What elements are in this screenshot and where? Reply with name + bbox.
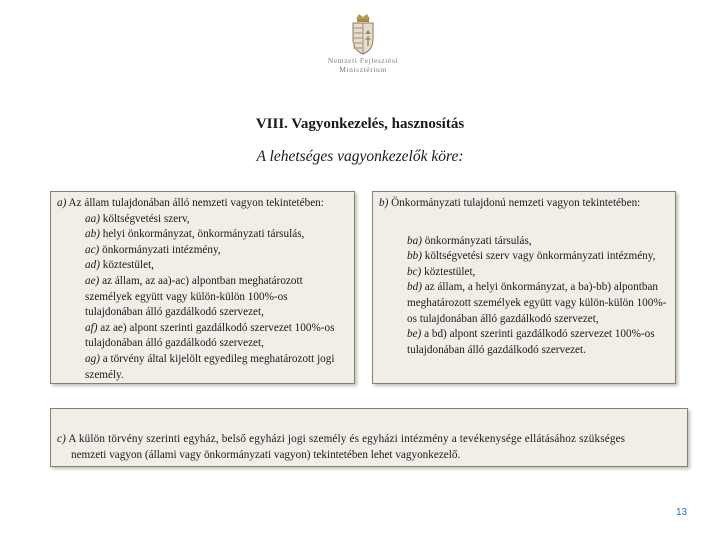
list-item-text: a törvény által kijelölt egyedileg meghatározott jogi személy. — [85, 352, 335, 381]
list-item-text: az állam, az aa)-ac) alpontban meghatározott személyek együtt vagy külön-külön 100%-os tulajdonában álló gazdálkodó szervezet, — [85, 274, 303, 319]
list-item-label: ba) — [407, 234, 422, 247]
list-item-label: bb) — [407, 250, 422, 263]
list-item-label: ad) — [85, 259, 100, 272]
list-item — [379, 249, 669, 265]
box-b-header-text: Önkormányzati tulajdonú nemzeti vagyon tekintetében: — [391, 197, 641, 209]
list-item — [379, 327, 669, 358]
box-b-prefix: b) — [379, 197, 389, 209]
list-item — [57, 227, 348, 243]
box-state-property — [50, 191, 355, 384]
logo-text-line2: Minisztérium — [339, 65, 387, 74]
list-item-text: költségvetési szerv vagy önkormányzati intézmény, — [424, 250, 656, 263]
list-item — [379, 265, 669, 281]
list-item-label: aa) — [85, 212, 100, 225]
list-item — [57, 243, 348, 259]
list-item-text: önkormányzati intézmény, — [102, 243, 221, 256]
box-c-line1: A külön törvény szerinti egyház, belső egyházi jogi személy és egyházi intézmény a tevékenysége ellátásához szükséges — [68, 433, 626, 445]
box-c-line2: nemzeti vagyon (állami vagy önkormányzati vagyon) tekintetében lehet vagyonkezelő. — [71, 448, 461, 461]
coat-of-arms-icon — [350, 12, 376, 56]
logo-text-line1: Nemzeti Fejlesztési — [327, 56, 399, 65]
list-item — [57, 258, 348, 274]
box-church-property — [50, 408, 688, 467]
list-item-label: af) — [85, 321, 98, 334]
list-item-label: ae) — [85, 274, 100, 287]
box-a-prefix: a) — [57, 197, 67, 209]
ministry-logo — [318, 12, 408, 92]
list-item — [379, 280, 669, 327]
box-municipal-property — [372, 191, 676, 384]
list-item-text: az ae) alpont szerinti gazdálkodó szervezet 100%-os tulajdonában álló gazdálkodó szervezet, — [85, 321, 335, 350]
list-item — [57, 212, 348, 228]
box-a-list — [57, 212, 348, 384]
list-item-label: ac) — [85, 243, 100, 256]
list-item-text: önkormányzati társulás, — [424, 234, 532, 247]
list-item-text: az állam, a helyi önkormányzat, a ba)-bb) alpontban meghatározott személyek együtt vagy külön-külön 100%-os tulajdonában álló gazdálkodó szervezet, — [407, 281, 667, 325]
list-item — [57, 352, 348, 383]
list-item — [57, 274, 348, 321]
slide-subtitle: A lehetséges vagyonkezelők köre: — [256, 148, 464, 165]
list-item-text: köztestület, — [424, 265, 476, 278]
box-b-list — [379, 234, 669, 359]
box-c-text — [57, 432, 679, 463]
list-item-text: költségvetési szerv, — [102, 212, 190, 225]
box-c-prefix: c) — [57, 433, 66, 445]
list-item-text: a bd) alpont szerinti gazdálkodó szervezet 100%-os tulajdonában álló gazdálkodó szervezet. — [407, 328, 655, 356]
list-item-label: bc) — [407, 265, 422, 278]
list-item-label: be) — [407, 328, 422, 341]
list-item-text: helyi önkormányzat, önkormányzati társulás, — [102, 228, 305, 241]
list-item-label: ab) — [85, 228, 100, 241]
box-b-header — [379, 196, 669, 212]
box-a-header — [57, 196, 348, 212]
list-item — [57, 321, 348, 352]
page-number: 13 — [676, 507, 688, 518]
list-item-label: bd) — [407, 281, 422, 294]
list-item — [379, 234, 669, 250]
box-a-header-text: Az állam tulajdonában álló nemzeti vagyon tekintetében: — [68, 197, 324, 209]
list-item-label: ag) — [85, 352, 100, 365]
list-item-text: köztestület, — [102, 259, 154, 272]
slide-title: VIII. Vagyonkezelés, hasznosítás — [255, 116, 465, 132]
